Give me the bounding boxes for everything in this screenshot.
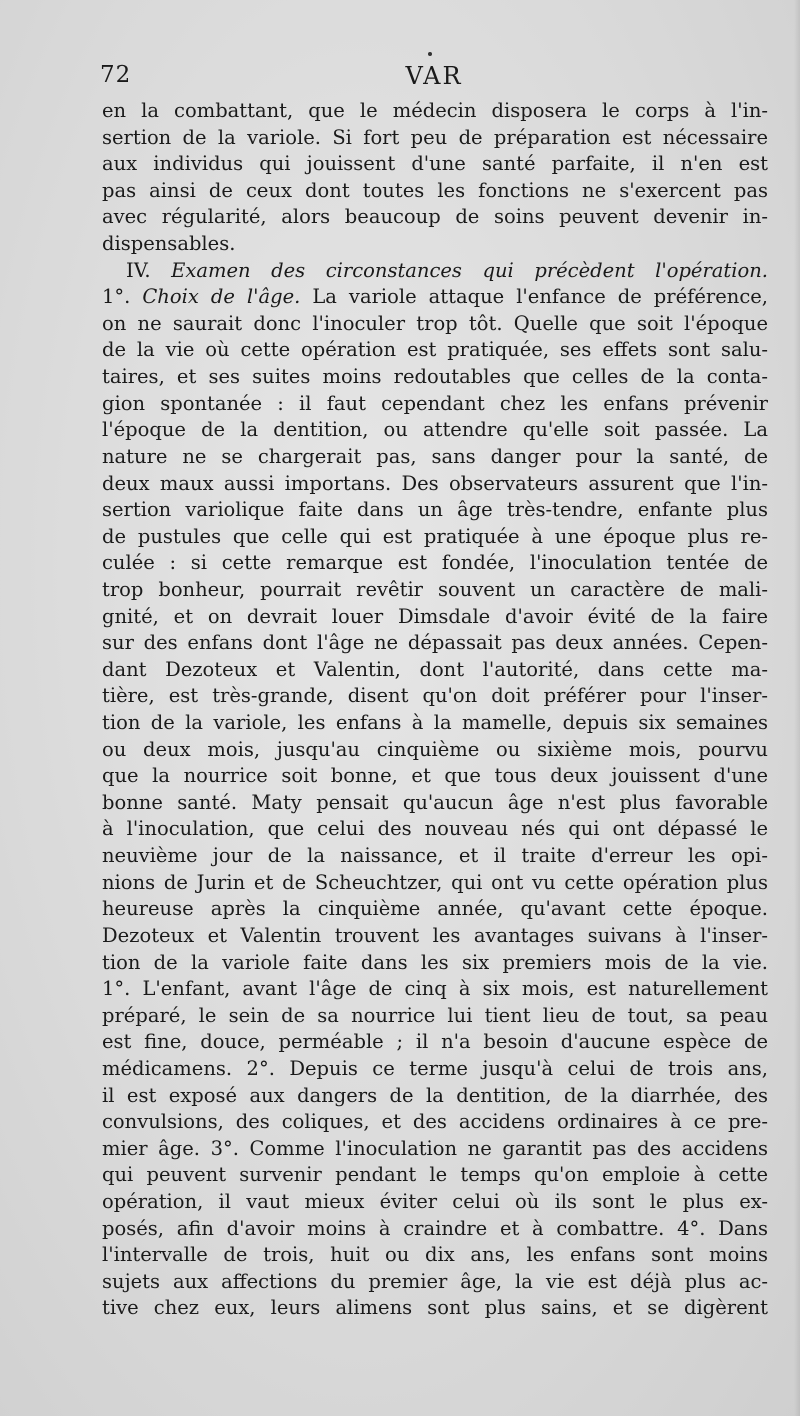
text-line: posés, afin d'avoir moins à craindre et à combattre. 4°. Dans [102,1216,768,1240]
text-line: bonne santé. Maty pensait qu'aucun âge n'est plus favorable [102,790,768,814]
text-line: tive chez eux, leurs alimens sont plus sains, et se digèrent [102,1296,768,1320]
text-line: convulsions, des coliques, et des accidens ordinaires à ce pre- [102,1110,768,1134]
text-line: nions de Jurin et de Scheuchtzer, qui ont vu cette opération plus [102,870,768,894]
text-line: gnité, et on devrait louer Dimsdale d'avoir évité de la faire [102,604,768,628]
text-line: de la vie où cette opération est pratiquée, ses effets sont salu- [102,338,768,362]
text-line: à l'inoculation, que celui des nouveau nés qui ont dépassé le [102,817,768,841]
text-line: ou deux mois, jusqu'au cinquième ou sixième mois, pourvu [102,737,768,761]
running-head: VAR [405,62,463,90]
text-line: tière, est très-grande, disent qu'on doit préférer pour l'inser- [102,684,768,708]
text-line: tion de la variole faite dans les six premiers mois de la vie. [102,950,768,974]
text-line: heureuse après la cinquième année, qu'avant cette époque. [102,897,768,921]
page-number: 72 [100,62,132,88]
text-line: sujets aux affections du premier âge, la vie est déjà plus ac- [102,1269,768,1293]
text-line: culée : si cette remarque est fondée, l'inoculation tentée de [102,551,768,575]
printer-mark [428,52,432,56]
text-line: médicamens. 2°. Depuis ce terme jusqu'à celui de trois ans, [102,1056,768,1080]
text-line: tion de la variole, les enfans à la mamelle, depuis six semaines [102,711,768,735]
text-line: est fine, douce, perméable ; il n'a besoin d'aucune espèce de [102,1030,768,1054]
text-line: mier âge. 3°. Comme l'inoculation ne garantit pas des accidens [102,1136,768,1160]
text-line: neuvième jour de la naissance, et il traite d'erreur les opi- [102,844,768,868]
text-line: l'époque de la dentition, ou attendre qu'elle soit passée. La [102,418,768,442]
body-text [102,98,768,1322]
text-line: sertion de la variole. Si fort peu de préparation est nécessaire [102,125,768,149]
text-line: 1°. L'enfant, avant l'âge de cinq à six mois, est naturellement [102,977,768,1001]
text-line: trop bonheur, pourrait revêtir souvent un caractère de mali- [102,577,768,601]
text-line: dispensables. [102,232,236,256]
text-line: gion spontanée : il faut cependant chez les enfans prévenir [102,391,768,415]
text-line: nature ne se chargerait pas, sans danger pour la santé, de [102,444,768,468]
text-line: l'intervalle de trois, huit ou dix ans, les enfans sont moins [102,1243,768,1267]
text-line: opération, il vaut mieux éviter celui où ils sont le plus ex- [102,1189,768,1213]
text-line: on ne saurait donc l'inoculer trop tôt. Quelle que soit l'époque [102,311,768,335]
text-line: qui peuvent survenir pendant le temps qu'on emploie à cette [102,1163,768,1187]
text-line: de pustules que celle qui est pratiquée à une époque plus re- [102,524,768,548]
text-line: avec régularité, alors beaucoup de soins peuvent devenir in- [102,205,768,229]
text-line: préparé, le sein de sa nourrice lui tient lieu de tout, sa peau [102,1003,768,1027]
text-line: sur des enfans dont l'âge ne dépassait pas deux années. Cepen- [102,631,768,655]
page-header [100,62,768,92]
text-line: aux individus qui jouissent d'une santé parfaite, il n'en est [102,152,768,176]
text-line: en la combattant, que le médecin disposera le corps à l'in- [102,99,768,122]
text-line: IV. Examen des circonstances qui précèdent l'opération. [126,258,768,282]
text-line: taires, et ses suites moins redoutables que celles de la conta- [102,365,768,389]
text-line: sertion variolique faite dans un âge très-tendre, enfante plus [102,498,768,522]
scan-edge-shadow [794,0,800,1416]
text-line: dant Dezoteux et Valentin, dont l'autorité, dans cette ma- [102,657,768,681]
text-line: que la nourrice soit bonne, et que tous deux jouissent d'une [102,764,768,788]
text-line: 1°. Choix de l'âge. La variole attaque l'enfance de préférence, [102,285,768,309]
text-line: deux maux aussi importans. Des observateurs assurent que l'in- [102,471,768,495]
text-line: pas ainsi de ceux dont toutes les fonctions ne s'exercent pas [102,178,768,202]
text-line: Dezoteux et Valentin trouvent les avantages suivans à l'inser- [102,923,768,947]
text-line: il est exposé aux dangers de la dentition, de la diarrhée, des [102,1083,768,1107]
